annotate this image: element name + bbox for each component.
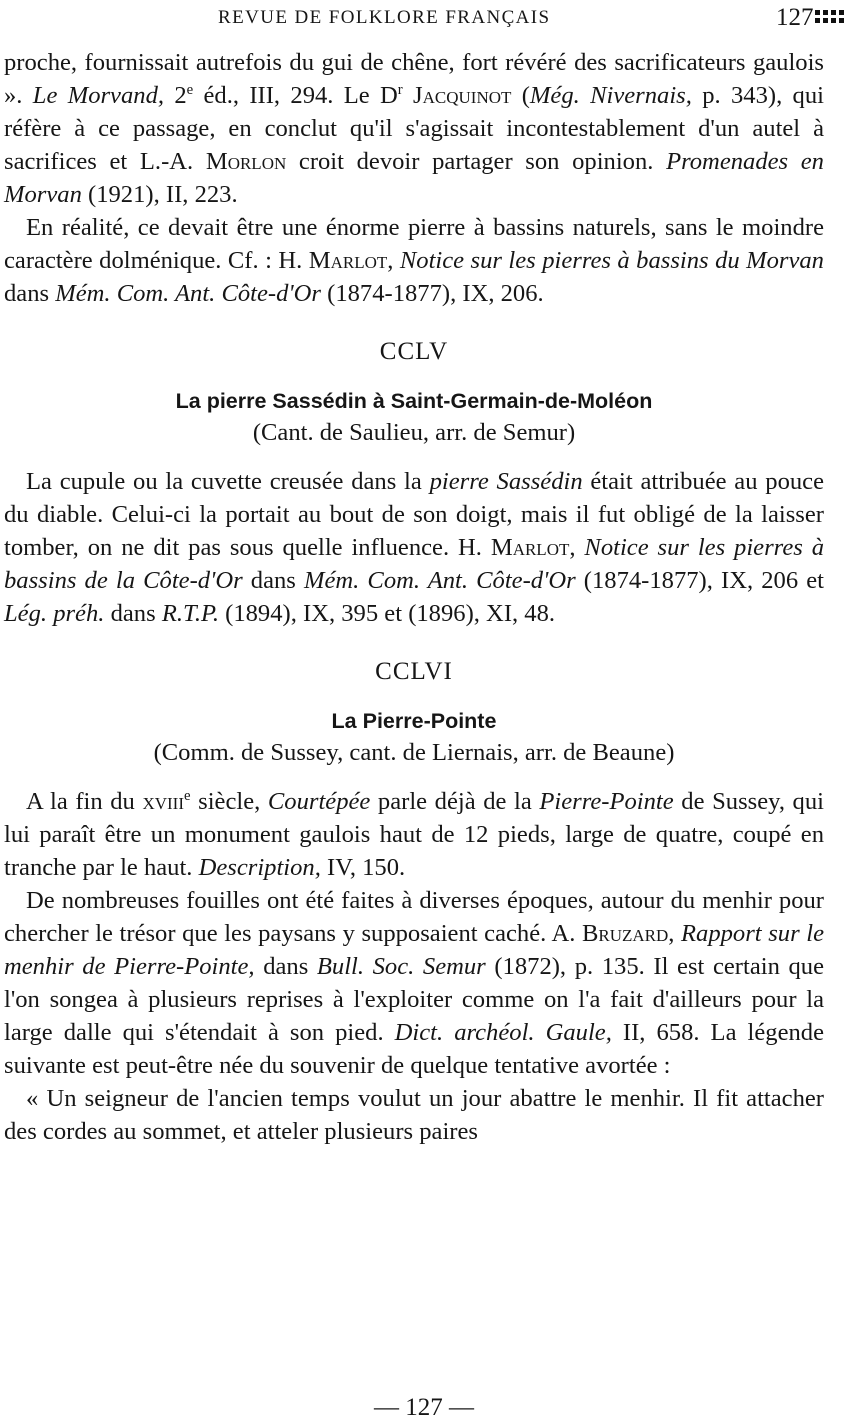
section-subtitle-255: (Cant. de Saulieu, arr. de Semur) — [252, 419, 576, 446]
paragraph-255-1: La cupule ou la cuvette creusée dans la pierre Sassédin était attribuée au pouce du diable. Celui-ci la portait au bout de son doigt, mais il fut obligé de la laisser tomber, on ne dit pas sous quelle influence. H. Marlot, Notice sur les pierres à bassins de la Côte-d'Or dans Mém. Com. Ant. Côte-d'Or (1874-1877), IX, 206 et Lég. préh. dans R.T.P. (1894), IX, 395 et (1896), XI, 48. — [4, 468, 825, 627]
running-header — [0, 5, 848, 33]
paragraph-intro-2: En réalité, ce devait être une énorme pierre à bassins naturels, sans le moindre caractère dolménique. Cf. : H. Marlot, Notice sur les pierres à bassins du Morvan dans Mém. Com. Ant. Côte-d'Or (1874-1877), IX, 206. — [4, 214, 824, 307]
page-body — [4, 46, 824, 1148]
section-title-256: La Pierre-Pointe — [331, 709, 497, 733]
section-number-256: CCLVI — [375, 658, 453, 685]
paragraph-256-3: « Un seigneur de l'ancien temps voulut un jour abattre le menhir. Il fit attacher des cordes au sommet, et atteler plusieurs paires — [4, 1085, 824, 1145]
registration-mark-icon — [813, 10, 847, 24]
paragraph-intro-1: proche, fournissait autrefois du gui de chêne, fort révéré des sacrificateurs gaulois ». Le Morvand, 2e éd., III, 294. Le $D^r$ Jacquinot (Még. Nivernais, p. 343), qui réfère à ce passage, en conclut qu'il s'agissait incontestablement d'un autel à sacrifices et L.-A. Morlon croit devoir partager son opinion. Promenades en Morvan (1921), II, 223. — [4, 49, 824, 208]
running-title: REVUE DE FOLKLORE FRANÇAIS — [218, 7, 551, 28]
paragraph-256-2: De nombreuses fouilles ont été faites à diverses époques, autour du menhir pour chercher le trésor que les paysans y supposaient caché. A. Bruzard, Rapport sur le menhir de Pierre-Pointe, dans Bull. Soc. Semur (1872), p. 135. Il est certain que l'on songea à plusieurs reprises à l'exploiter comme on l'a fait d'ailleurs pour la large dalle qui s'étendait à son pied. Dict. archéol. Gaule, II, 658. La légende suivante est peut-être née du souvenir de quelque tentative avortée : — [4, 887, 825, 1079]
section-subtitle-256: (Comm. de Sussey, cant. de Liernais, arr. de Beaune) — [153, 739, 675, 766]
header-page-number: 127 — [776, 4, 814, 31]
paragraph-256-1: A la fin du xviii$^e$ siècle, Courtépée parle déjà de la Pierre-Pointe de Sussey, qui lui paraît être un monument gaulois haut de 12 pieds, large de quatre, coupé en tranche par le haut. Description, IV, 150. — [4, 788, 824, 881]
section-number-255: CCLV — [379, 338, 449, 365]
section-title-255: La pierre Sassédin à Saint-Germain-de-Moléon — [175, 389, 653, 413]
footer-page-number: — 127 — — [374, 1394, 474, 1421]
